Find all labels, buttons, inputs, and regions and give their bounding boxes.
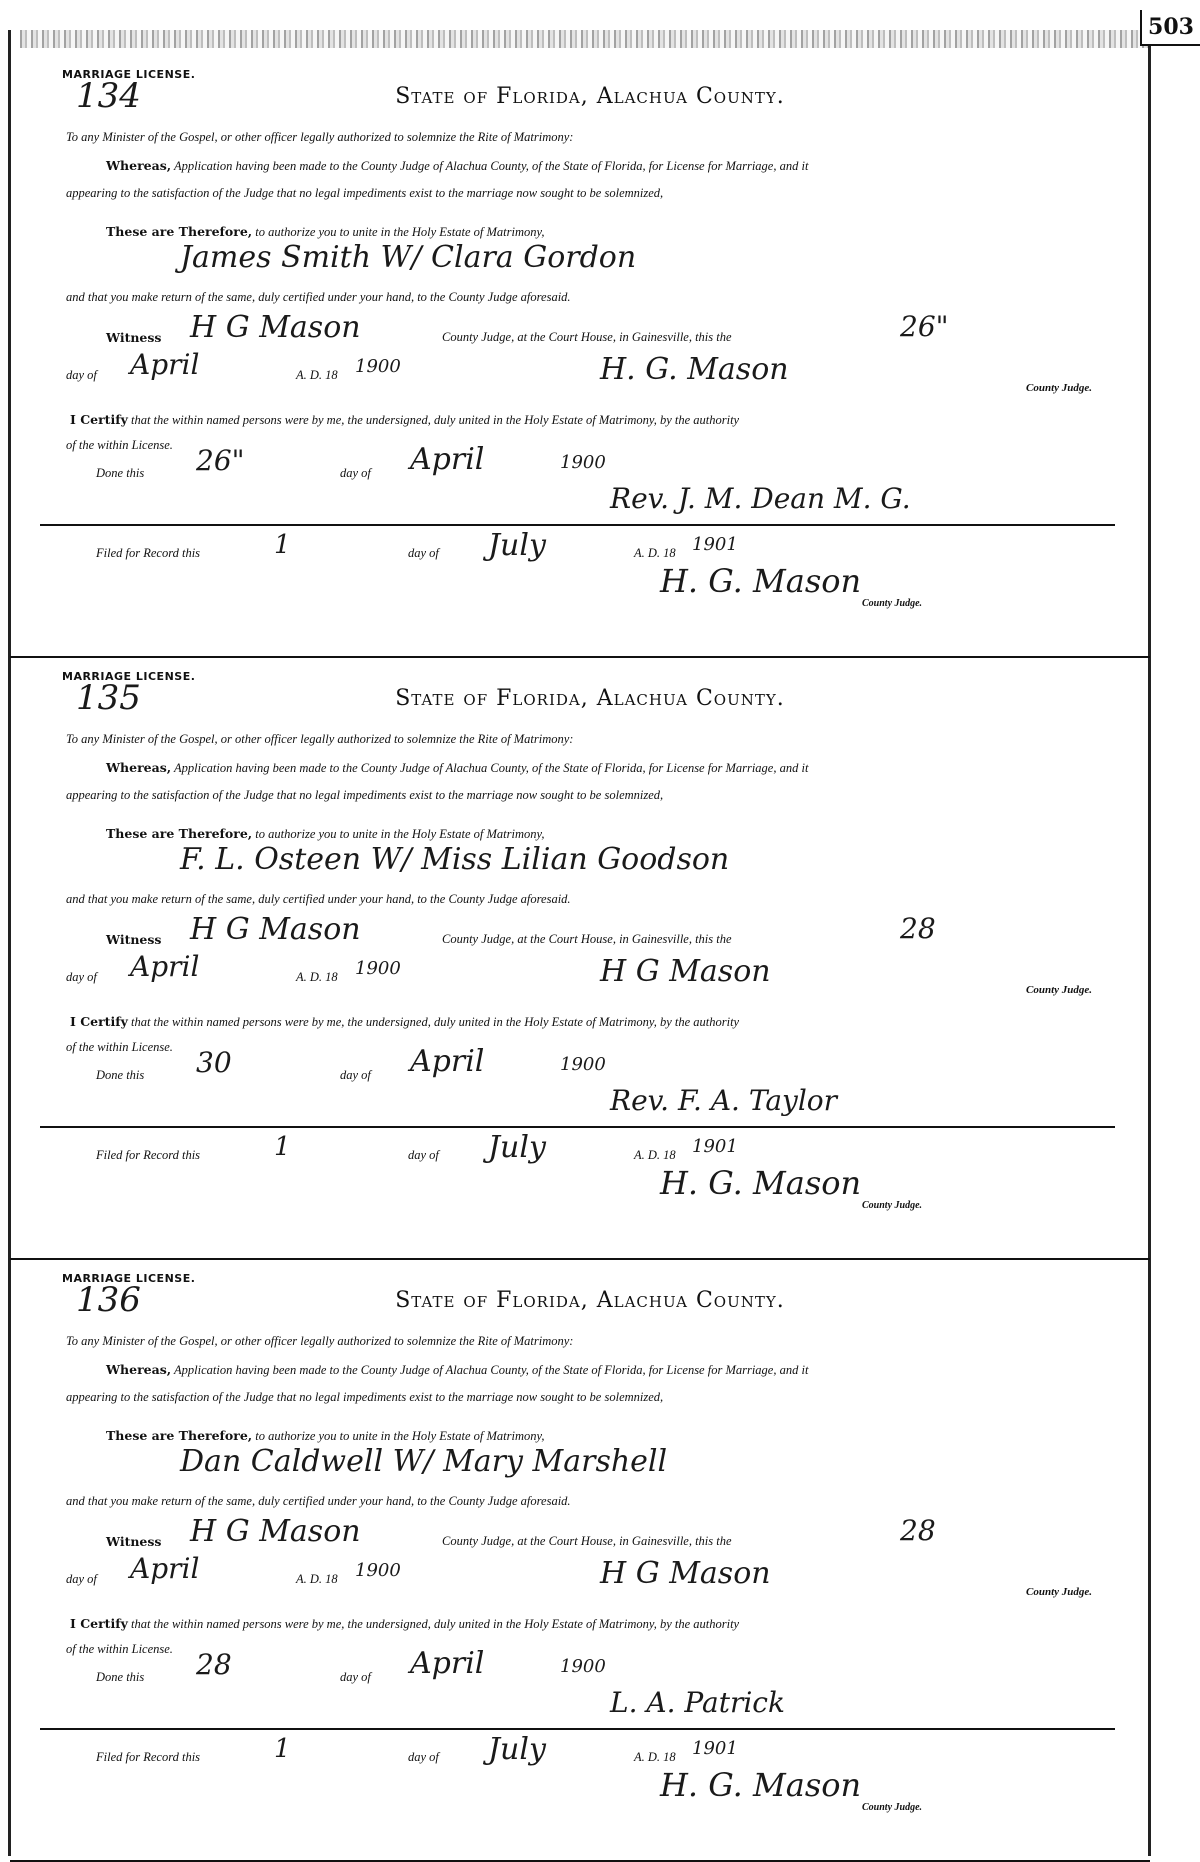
witness-day: 28 [900,912,936,945]
filed-month: July [488,528,546,563]
marriage-license-135 [40,664,1140,1260]
day-of-label: day of [66,970,97,984]
certify-text: that the within named persons were by me, the undersigned, duly united in the Holy Estate of Matrimony, by the authority [130,1617,740,1631]
witness-lead: Witness [106,330,162,345]
whereas-line [106,760,808,776]
done-month: April [410,1044,485,1079]
filed-for-record-label: Filed for Record this [96,1750,201,1764]
license-bottom-rule [10,656,1150,658]
done-day: 30 [196,1046,232,1079]
whereas-line [106,158,808,174]
license-year: 1900 [355,356,401,377]
filed-divider [40,524,1115,526]
to-any-minister-text: To any Minister of the Gospel, or other officer legally authorized to solemnize the Rite of Matrimony: [66,1334,574,1348]
witness-lead-wrap [106,330,161,346]
filed-ad-label: A. D. 18 [634,1148,676,1162]
county-judge-small-label: County Judge. [862,1200,923,1211]
filed-signature: H. G. Mason [660,1766,862,1804]
license-heading: State of Florida, Alachua County. [395,1288,785,1313]
witness-lead: Witness [106,1534,162,1549]
license-number: 136 [76,1280,141,1320]
these-are-therefore-line [106,826,545,842]
filed-year: 1901 [692,1738,738,1759]
witness-lead-wrap [106,932,161,948]
page-number: 503 [1140,10,1200,46]
certify-line [70,1014,739,1030]
these-are-therefore-line [106,224,545,240]
of-within-license: of the within License. [66,1040,173,1054]
return-text: and that you make return of the same, duly certified under your hand, to the County Judge aforesaid. [66,892,571,906]
done-month: April [410,1646,485,1681]
license-heading: State of Florida, Alachua County. [395,84,785,109]
parties-names: F. L. Osteen W/ Miss Lilian Goodson [180,842,730,877]
parties-names: James Smith W/ Clara Gordon [180,240,637,275]
county-judge-small-label: County Judge. [862,598,923,609]
marriage-license-label: MARRIAGE LICENSE. [62,670,196,683]
license-month: April [130,1552,200,1585]
license-month: April [130,348,200,381]
done-day-of-label: day of [340,466,371,480]
filed-day: 1 [274,530,291,560]
left-page-edge [8,30,11,1856]
day-of-label: day of [66,368,97,382]
marriage-license-134 [40,62,1140,658]
witness-text: County Judge, at the Court House, in Gainesville, this the [442,330,732,344]
witness-lead: Witness [106,932,162,947]
filed-year: 1901 [692,1136,738,1157]
these-are-therefore-line [106,1428,545,1444]
county-judge-label: County Judge. [1026,984,1093,996]
license-bottom-rule [10,1258,1150,1260]
to-any-minister-text: To any Minister of the Gospel, or other officer legally authorized to solemnize the Rite of Matrimony: [66,732,574,746]
done-day-of-label: day of [340,1670,371,1684]
county-judge-label: County Judge. [1026,382,1093,394]
filed-divider [40,1728,1115,1730]
filed-month: July [488,1130,546,1165]
these-are-therefore-lead: These are Therefore, [106,826,253,841]
filed-day: 1 [274,1734,291,1764]
ad-label: A. D. 18 [296,1572,338,1586]
witness-text: County Judge, at the Court House, in Gainesville, this the [442,1534,732,1548]
filed-ad-label: A. D. 18 [634,546,676,560]
day-of-label: day of [66,1572,97,1586]
officiant-signature: Rev. F. A. Taylor [610,1084,838,1117]
done-day: 26" [196,444,245,477]
of-within-license: of the within License. [66,438,173,452]
whereas-text: Application having been made to the County Judge of Alachua County, of the State of Florida, for License for Marriage, and it [174,159,809,173]
witness-lead-wrap [106,1534,161,1550]
county-judge-label: County Judge. [1026,1586,1093,1598]
filed-divider [40,1126,1115,1128]
officiant-signature: Rev. J. M. Dean M. G. [610,482,911,515]
filed-for-record-label: Filed for Record this [96,546,201,560]
filed-signature: H. G. Mason [660,562,862,600]
done-month: April [410,442,485,477]
judge-signature: H G Mason [600,1556,771,1591]
certify-lead: I Certify [70,1014,128,1029]
filed-day-of-label: day of [408,1148,439,1162]
whereas-line [106,1362,808,1378]
witness-signature: H G Mason [190,1514,361,1549]
whereas-text: Application having been made to the County Judge of Alachua County, of the State of Florida, for License for Marriage, and it [174,761,809,775]
whereas-text: Application having been made to the County Judge of Alachua County, of the State of Florida, for License for Marriage, and it [174,1363,809,1377]
judge-signature: H G Mason [600,954,771,989]
filed-ad-label: A. D. 18 [634,1750,676,1764]
done-day: 28 [196,1648,232,1681]
to-any-minister-text: To any Minister of the Gospel, or other officer legally authorized to solemnize the Rite of Matrimony: [66,130,574,144]
license-heading: State of Florida, Alachua County. [395,686,785,711]
marriage-license-label: MARRIAGE LICENSE. [62,68,196,81]
certify-lead: I Certify [70,412,128,427]
certify-line [70,412,739,428]
filed-month: July [488,1732,546,1767]
license-year: 1900 [355,958,401,979]
filed-day-of-label: day of [408,546,439,560]
filed-for-record-label: Filed for Record this [96,1148,201,1162]
done-year: 1900 [560,1656,606,1677]
these-are-therefore-text: to authorize you to unite in the Holy Estate of Matrimony, [255,827,545,841]
license-year: 1900 [355,1560,401,1581]
witness-signature: H G Mason [190,310,361,345]
whereas-line-2: appearing to the satisfaction of the Judge that no legal impediments exist to the marriage now sought to be solemnized, [66,788,664,802]
parties-names: Dan Caldwell W/ Mary Marshell [180,1444,668,1479]
certify-text: that the within named persons were by me, the undersigned, duly united in the Holy Estate of Matrimony, by the authority [130,1015,740,1029]
right-page-edge [1148,30,1151,1856]
return-text: and that you make return of the same, duly certified under your hand, to the County Judge aforesaid. [66,1494,571,1508]
license-number: 135 [76,678,141,718]
these-are-therefore-text: to authorize you to unite in the Holy Estate of Matrimony, [255,225,545,239]
page-top-border [20,30,1150,48]
of-within-license: of the within License. [66,1642,173,1656]
witness-day: 28 [900,1514,936,1547]
marriage-license-label: MARRIAGE LICENSE. [62,1272,196,1285]
filed-year: 1901 [692,534,738,555]
county-judge-small-label: County Judge. [862,1802,923,1813]
license-number: 134 [76,76,141,116]
license-month: April [130,950,200,983]
done-year: 1900 [560,452,606,473]
whereas-lead: Whereas, [106,1362,172,1377]
marriage-license-136 [40,1266,1140,1862]
witness-text: County Judge, at the Court House, in Gainesville, this the [442,932,732,946]
certify-line [70,1616,739,1632]
whereas-line-2: appearing to the satisfaction of the Judge that no legal impediments exist to the marriage now sought to be solemnized, [66,1390,664,1404]
these-are-therefore-lead: These are Therefore, [106,1428,253,1443]
filed-day: 1 [274,1132,291,1162]
filed-signature: H. G. Mason [660,1164,862,1202]
whereas-lead: Whereas, [106,158,172,173]
done-day-of-label: day of [340,1068,371,1082]
ad-label: A. D. 18 [296,368,338,382]
whereas-line-2: appearing to the satisfaction of the Judge that no legal impediments exist to the marriage now sought to be solemnized, [66,186,664,200]
witness-signature: H G Mason [190,912,361,947]
done-this-label: Done this [96,1068,145,1082]
certify-lead: I Certify [70,1616,128,1631]
judge-signature: H. G. Mason [600,352,789,387]
whereas-lead: Whereas, [106,760,172,775]
witness-day: 26" [900,310,949,343]
these-are-therefore-text: to authorize you to unite in the Holy Estate of Matrimony, [255,1429,545,1443]
these-are-therefore-lead: These are Therefore, [106,224,253,239]
certify-text: that the within named persons were by me, the undersigned, duly united in the Holy Estate of Matrimony, by the authority [130,413,740,427]
done-this-label: Done this [96,1670,145,1684]
done-year: 1900 [560,1054,606,1075]
done-this-label: Done this [96,466,145,480]
ad-label: A. D. 18 [296,970,338,984]
return-text: and that you make return of the same, duly certified under your hand, to the County Judge aforesaid. [66,290,571,304]
filed-day-of-label: day of [408,1750,439,1764]
officiant-signature: L. A. Patrick [610,1686,785,1719]
